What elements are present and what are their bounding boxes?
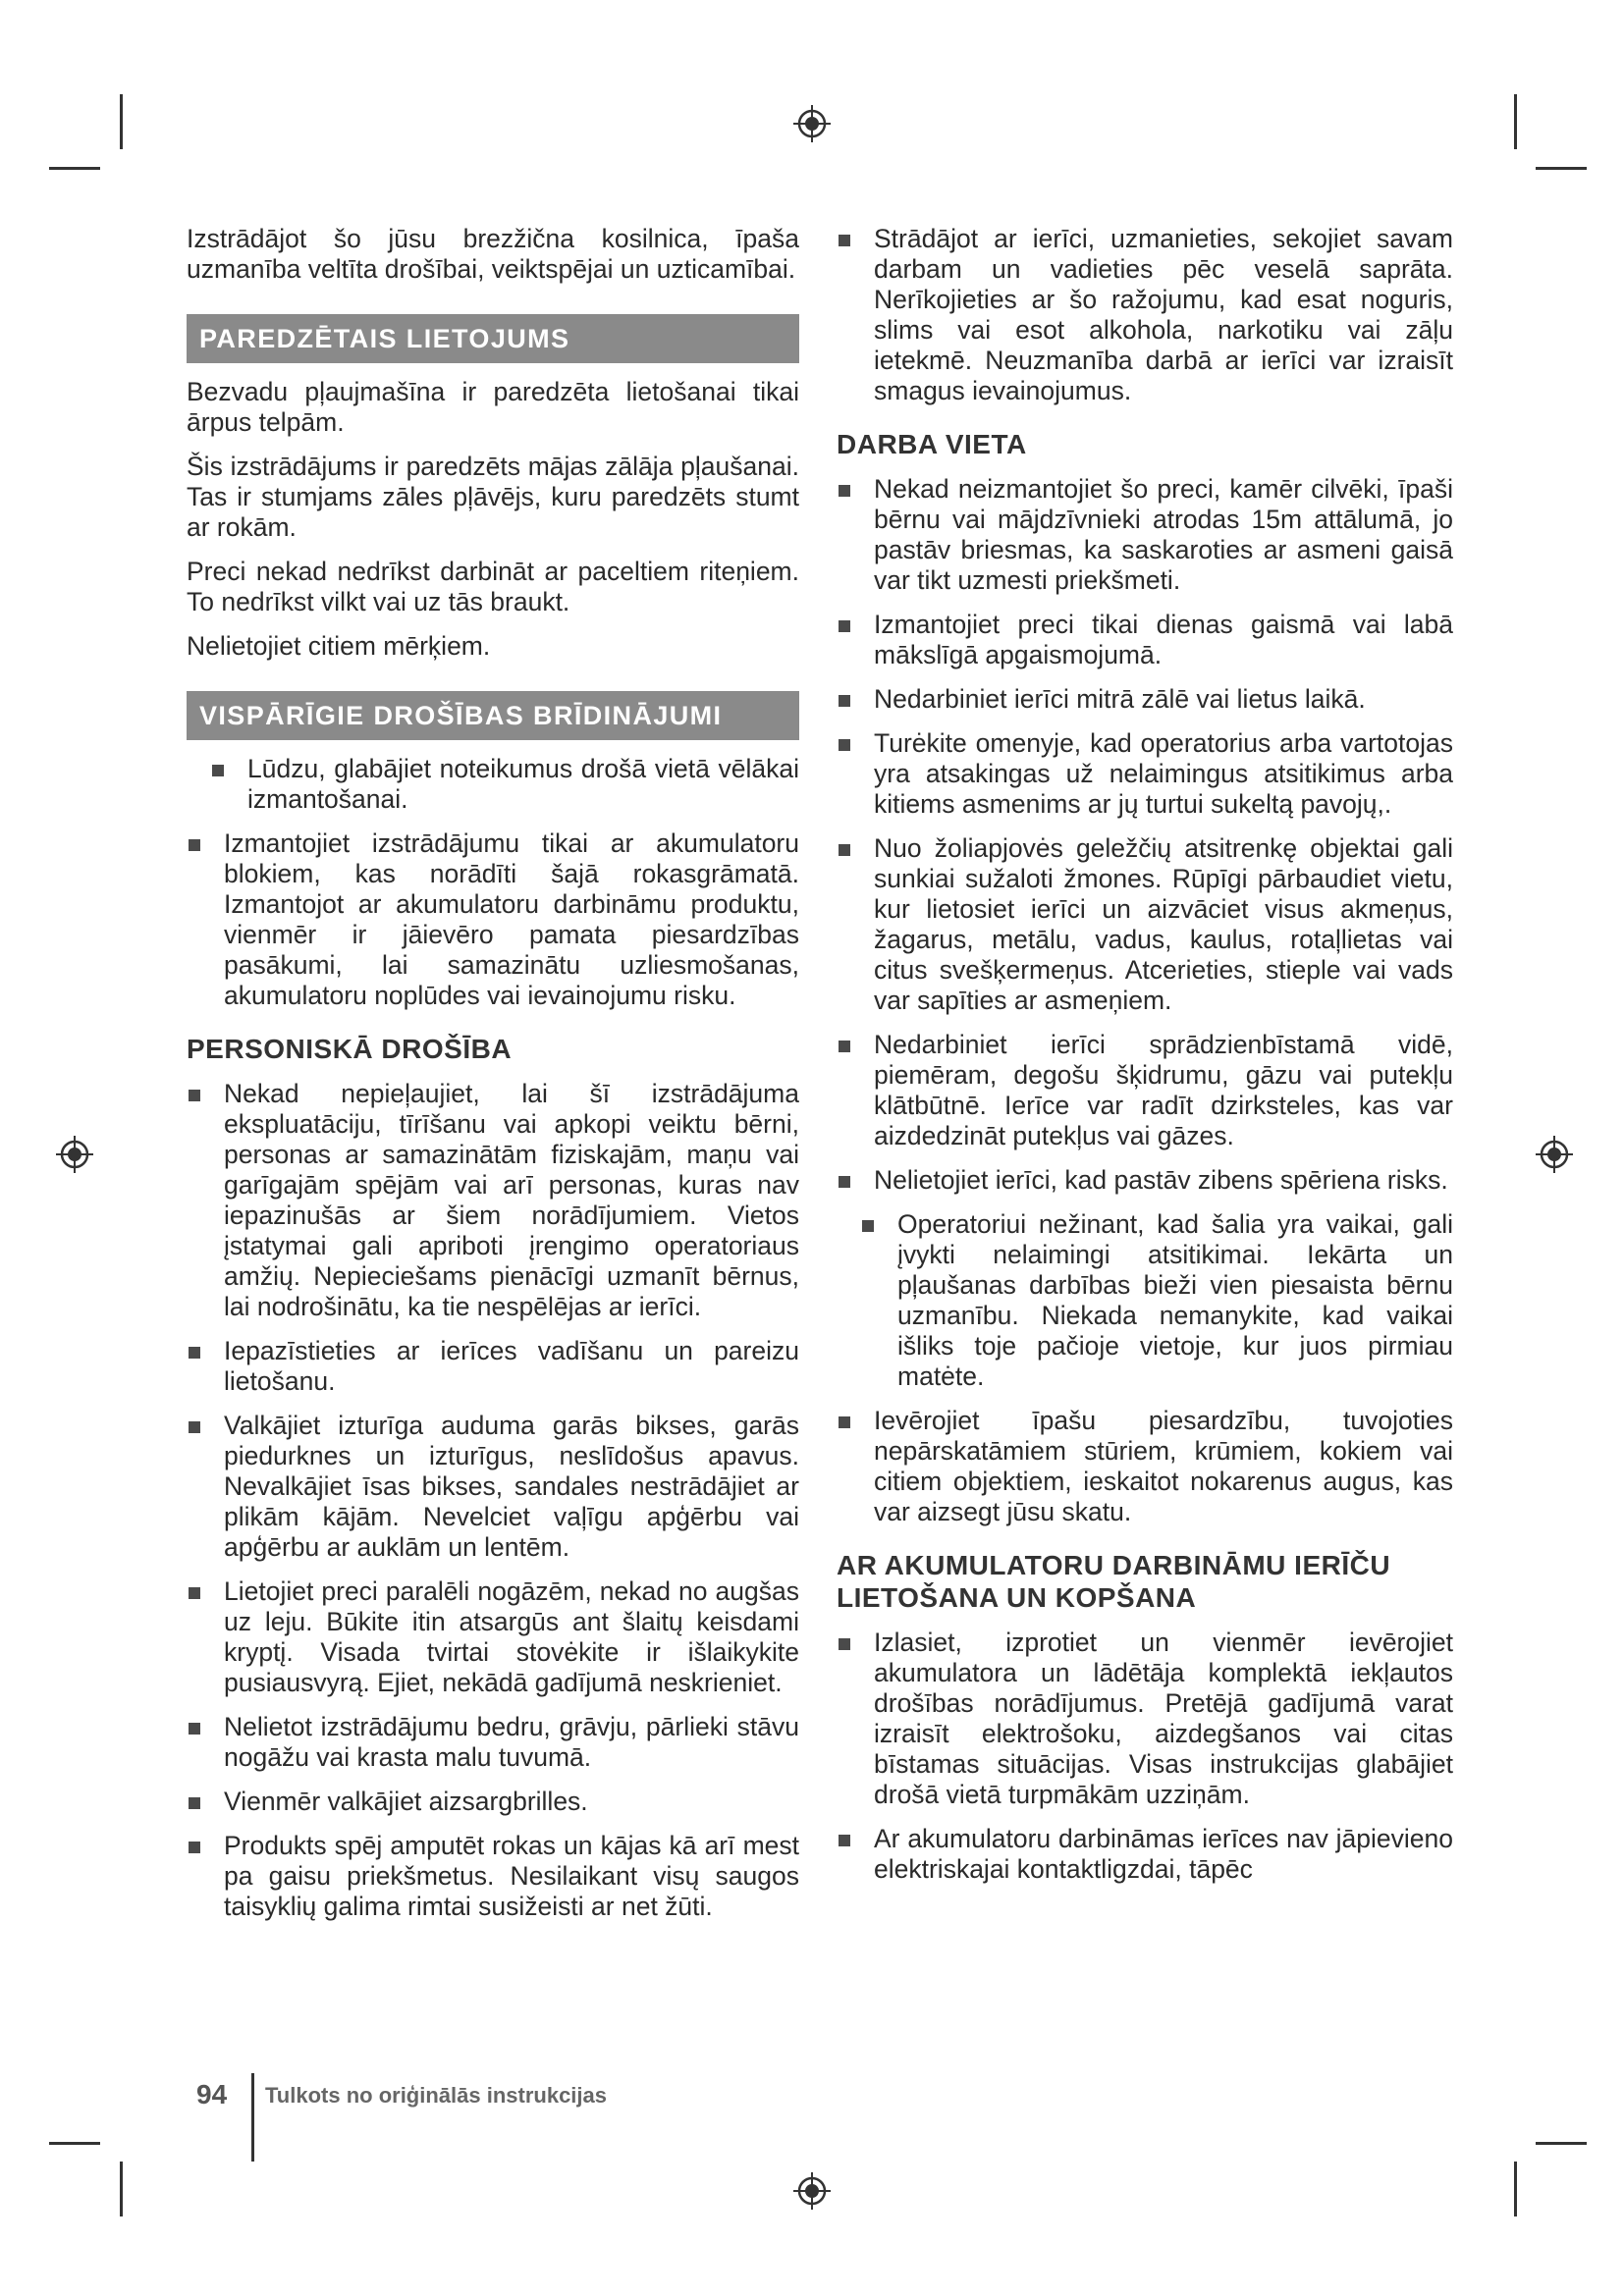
- personal-safety-list: [187, 1079, 799, 1922]
- list-item: [837, 728, 1453, 820]
- bullet-square-icon: [189, 1797, 200, 1809]
- list-item-text: Strādājot ar ierīci, uzmanieties, sekojiet savam darbam un vadieties pēc veselā saprāta. Nerīkojieties ar šo ražojumu, kad esat noguris, slims vai esot alkohola, narkotiku vai zāļu ietekmē. Neuzmanība darbā ar ierīci var izraisīt smagus ievainojumus.: [874, 224, 1453, 405]
- list-item: [837, 1824, 1453, 1885]
- list-item-text: Ar akumulatoru darbināmas ierīces nav jāpievieno elektriskajai kontaktligzdai, tāpēc: [874, 1824, 1453, 1884]
- left-column: [187, 224, 799, 1936]
- registration-mark-bottom-icon: [792, 2171, 832, 2211]
- list-item: [187, 1079, 799, 1322]
- list-item-text: Nelietojiet ierīci, kad pastāv zibens spēriena risks.: [874, 1165, 1448, 1195]
- right-column: [837, 224, 1453, 1898]
- crop-mark-top-left-h: [49, 167, 100, 170]
- list-item: [187, 1411, 799, 1563]
- top-list: [837, 224, 1453, 406]
- list-item-text: Izmantojiet preci tikai dienas gaismā vai labā mākslīgā apgaismojumā.: [874, 610, 1453, 669]
- bullet-square-icon: [839, 235, 850, 246]
- list-item-text: Produkts spēj amputēt rokas un kājas kā arī mest pa gaisu priekšmetus. Nesilaikant visų saugos taisyklių galima rimtai susižeisti ar net žūti.: [224, 1831, 799, 1921]
- list-item-text: Nedarbiniet ierīci sprādzienbīstamā vidē, piemēram, degošu šķidrumu, gāzu vai putekļu klātbūtnē. Ierīce var radīt dzirksteles, kas var aizdedzināt putekļus vai gāzes.: [874, 1030, 1453, 1150]
- crop-mark-top-left-v: [120, 94, 123, 149]
- battery-tools-list: [837, 1628, 1453, 1885]
- list-item-text: Turėkite omenyje, kad operatorius arba vartotojas yra atsakingas už nelaimingus atsitikimus arba kitiems asmenims ar jų turtui sukeltą pavojų,.: [874, 728, 1453, 819]
- list-item: [187, 1712, 799, 1773]
- list-item: [837, 610, 1453, 670]
- bullet-square-icon: [189, 1090, 200, 1101]
- bullet-square-icon: [189, 839, 200, 851]
- list-item: [837, 1209, 1453, 1392]
- list-item-text: Valkājiet izturīga auduma garās bikses, garās piedurknes un izturīgus, neslīdošus apavus. Nevalkājiet īsas bikses, sandales nestrādājiet ar plikām kājām. Nevelciet vaļīgu apģērbu vai apģērbu ar auklām un lentēm.: [224, 1411, 799, 1562]
- bullet-square-icon: [839, 844, 850, 856]
- list-item: [837, 224, 1453, 406]
- intro-paragraph: Izstrādājot šo jūsu brezžična kosilnica, īpaša uzmanība veltīta drošībai, veiktspējai un uzticamībai.: [187, 224, 799, 284]
- footer-text: Tulkots no oriģinālās instrukcijas: [265, 2083, 608, 2108]
- registration-mark-left-icon: [55, 1135, 94, 1174]
- work-area-list: [837, 474, 1453, 1527]
- list-item-text: Nekad neizmantojiet šo preci, kamēr cilvēki, īpaši bērnu vai mājdzīvnieki atrodas 15m attālumā, jo pastāv briesmas, ka saskaroties ar asmeni gaisā var tikt uzmesti priekšmeti.: [874, 474, 1453, 595]
- general-warnings-list: [187, 754, 799, 1011]
- intended-use-paragraph: Bezvadu pļaujmašīna ir paredzēta lietošanai tikai ārpus telpām.: [187, 377, 799, 437]
- bullet-square-icon: [839, 739, 850, 751]
- list-item-text: Nelietot izstrādājumu bedru, grāvju, pārlieki stāvu nogāžu vai krasta malu tuvumā.: [224, 1712, 799, 1772]
- list-item-text: Ievērojiet īpašu piesardzību, tuvojoties nepārskatāmiem stūriem, krūmiem, kokiem vai citiem objektiem, ieskaitot nokarenus augus, kas var aizsegt jūsu skatu.: [874, 1406, 1453, 1526]
- section-heading-battery-tools: AR AKUMULATORU DARBINĀMU IERĪČU LIETOŠANA UN KOPŠANA: [837, 1550, 1391, 1613]
- registration-mark-right-icon: [1535, 1135, 1574, 1174]
- bullet-square-icon: [839, 1416, 850, 1428]
- list-item: [187, 828, 799, 1011]
- bullet-square-icon: [189, 1842, 200, 1853]
- section-heading-personal-safety: PERSONISKĀ DROŠĪBA: [187, 1034, 513, 1064]
- list-item: [187, 1831, 799, 1922]
- bullet-square-icon: [839, 1176, 850, 1188]
- bullet-square-icon: [189, 1587, 200, 1599]
- list-item-text: Lietojiet preci paralēli nogāzēm, nekad no augšas uz leju. Būkite itin atsargūs ant šlaitų keisdami kryptį. Visada tvirtai stovėkite ir išlaikykite pusiausvyrą. Ejiet, nekādā gadījumā neskrieniet.: [224, 1576, 799, 1697]
- list-item: [837, 684, 1453, 715]
- crop-mark-top-right-v: [1514, 94, 1517, 149]
- list-item-text: Izlasiet, izprotiet un vienmēr ievērojiet akumulatora un lādētāja komplektā iekļautos drošības norādījumus. Pretējā gadījumā varat izraisīt elektrošoku, aizdegšanos vai citas bīstamas situācijas. Visas instrukcijas glabājiet drošā vietā turpmākām uzziņām.: [874, 1628, 1453, 1809]
- list-item-text: Nedarbiniet ierīci mitrā zālē vai lietus laikā.: [874, 684, 1366, 714]
- list-item-text: Nuo žoliapjovės geležčių atsitrenkę objektai gali sunkiai sužaloti žmones. Rūpīgi pārbaudiet vietu, kur lietosiet ierīci un aizvāciet visus akmeņus, žagarus, metālu, vadus, kaulus, rotaļlietas vai citus svešķermeņus. Atcerieties, stieple vai vads var sapīties ar asmeņiem.: [874, 833, 1453, 1015]
- list-item-text: Vienmēr valkājiet aizsargbrilles.: [224, 1787, 588, 1816]
- bullet-square-icon: [189, 1723, 200, 1735]
- intended-use-paragraph: Nelietojiet citiem mērķiem.: [187, 631, 491, 661]
- intended-use-paragraph: Preci nekad nedrīkst darbināt ar paceltiem riteņiem. To nedrīkst vilkt vai uz tās braukt.: [187, 557, 799, 616]
- page-number: 94: [196, 2079, 228, 2109]
- crop-mark-bottom-right-v: [1514, 2162, 1517, 2216]
- section-heading-work-area: DARBA VIETA: [837, 429, 1027, 459]
- crop-mark-top-right-h: [1536, 167, 1587, 170]
- bullet-square-icon: [189, 1421, 200, 1433]
- bullet-square-icon: [189, 1347, 200, 1359]
- crop-mark-bottom-left-h: [49, 2142, 100, 2145]
- list-item: [837, 1165, 1453, 1196]
- list-item: [837, 474, 1453, 596]
- registration-mark-top-icon: [792, 104, 832, 143]
- list-item-text: Lūdzu, glabājiet noteikumus drošā vietā vēlākai izmantošanai.: [247, 754, 799, 814]
- bullet-square-icon: [212, 765, 224, 776]
- crop-mark-bottom-left-v: [120, 2162, 123, 2216]
- list-item-text: Nekad nepieļaujiet, lai šī izstrādājuma ekspluatāciju, tīrīšanu vai apkopi veiktu bērni, personas ar samazinātām fiziskajām, maņu vai garīgajām spējām vai arī personas, kuras nav iepazinušās ar šiem norādījumiem. Vietos įstatymai gali apriboti įrengimo operatoriaus amžių. Nepieciešams pienācīgi uzmanīt bērnus, lai nodrošinātu, ka tie nespēlējas ar ierīci.: [224, 1079, 799, 1321]
- bullet-square-icon: [839, 1835, 850, 1846]
- bullet-square-icon: [839, 485, 850, 497]
- intended-use-paragraph: Šis izstrādājums ir paredzēts mājas zālāja pļaušanai. Tas ir stumjams zāles pļāvējs, kuru paredzēts stumt ar rokām.: [187, 452, 799, 542]
- list-item-text: Iepazīstieties ar ierīces vadīšanu un pareizu lietošanu.: [224, 1336, 799, 1396]
- list-item: [837, 1030, 1453, 1151]
- bullet-square-icon: [862, 1220, 874, 1232]
- list-item-text: Operatoriui nežinant, kad šalia yra vaikai, gali įvykti nelaimingi atsitikimai. Iekārta un pļaušanas darbības bieži vien piesaista bērnu uzmanību. Niekada nemanykite, kad vaikai išliks toje pačioje vietoje, kur juos pirmiau matėte.: [897, 1209, 1453, 1391]
- bullet-square-icon: [839, 1041, 850, 1052]
- list-item: [187, 1787, 799, 1817]
- list-item: [837, 1628, 1453, 1810]
- list-item: [187, 1336, 799, 1397]
- footer-divider: [251, 2073, 254, 2162]
- list-item: [837, 1406, 1453, 1527]
- list-item-text: Izmantojiet izstrādājumu tikai ar akumulatoru blokiem, kas norādīti šajā rokasgrāmatā. Izmantojot ar akumulatoru darbināmu produktu, vienmēr ir jāievēro pamata piesardzības pasākumi, lai samazinātu uzliesmošanas, akumulatoru noplūdes vai ievainojumu risku.: [224, 828, 799, 1010]
- bullet-square-icon: [839, 620, 850, 632]
- section-banner-intended-use: PAREDZĒTAIS LIETOJUMS: [187, 314, 799, 363]
- list-item: [837, 833, 1453, 1016]
- crop-mark-bottom-right-h: [1536, 2142, 1587, 2145]
- list-item: [187, 754, 799, 815]
- bullet-square-icon: [839, 1638, 850, 1650]
- bullet-square-icon: [839, 695, 850, 707]
- section-banner-general-warnings: VISPĀRĪGIE DROŠĪBAS BRĪDINĀJUMI: [187, 691, 799, 740]
- list-item: [187, 1576, 799, 1698]
